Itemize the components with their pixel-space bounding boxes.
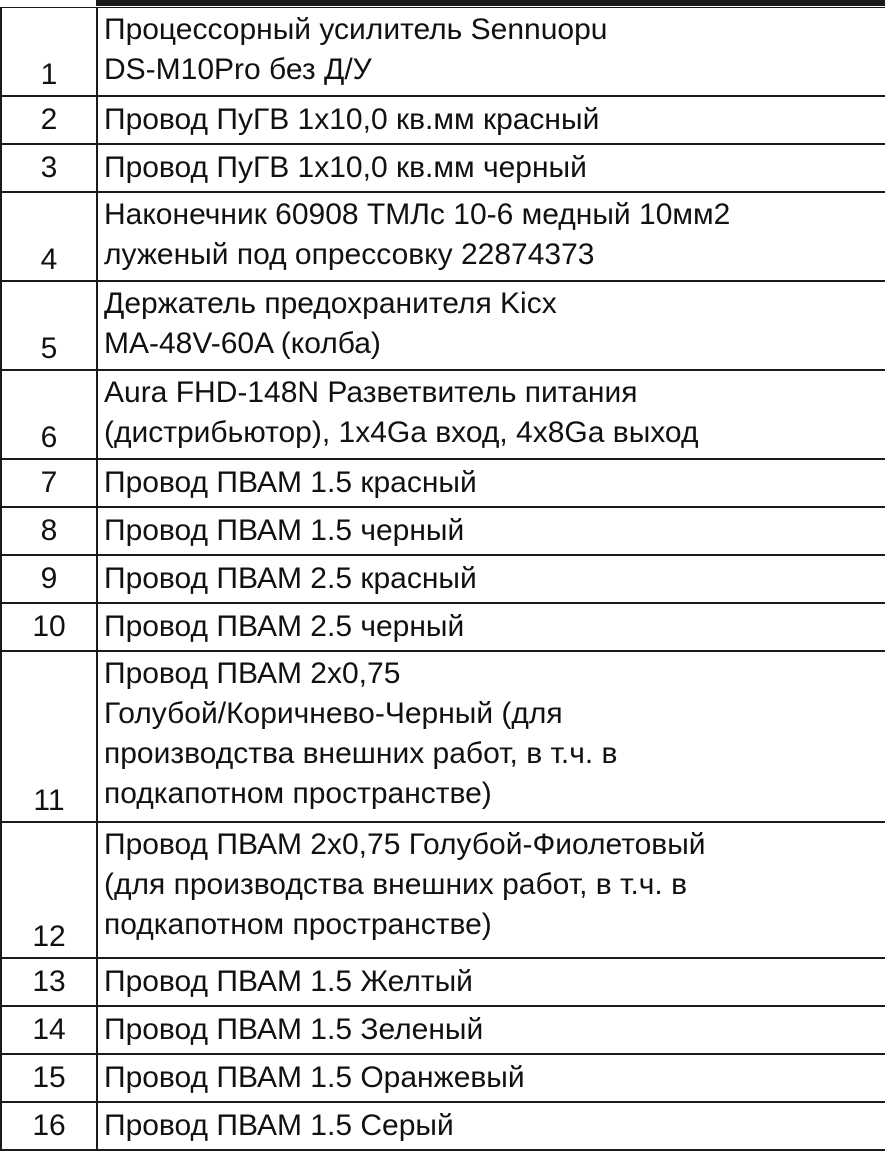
table-row (1, 7, 885, 96)
item-name-cell: Провод ПуГВ 1х10,0 кв.мм черный (97, 144, 885, 192)
table-row (1, 651, 885, 822)
item-name-cell: Наконечник 60908 ТМЛс 10-6 медный 10мм2 луженый под опрессовку 22874373 (97, 192, 885, 281)
row-number-cell: 13 (1, 958, 97, 1006)
item-name-cell: Провод ПуГВ 1х10,0 кв.мм красный (97, 96, 885, 144)
row-number-cell: 12 (1, 822, 97, 958)
item-name-cell: Процессорный усилитель Sennuopu DS-M10Pro без Д/У (97, 7, 885, 96)
row-number-cell: 1 (1, 7, 97, 96)
table-row (1, 192, 885, 281)
row-number-cell: 6 (1, 370, 97, 459)
table-row (1, 1054, 885, 1102)
table-row (1, 555, 885, 603)
table-row (1, 281, 885, 370)
table-row (1, 370, 885, 459)
row-number-cell: 11 (1, 651, 97, 822)
table-row (1, 1102, 885, 1150)
table-row (1, 1006, 885, 1054)
item-name-cell: Провод ПВАМ 1.5 Оранжевый (97, 1054, 885, 1102)
item-name-cell: Провод ПВАМ 2.5 черный (97, 603, 885, 651)
table-row (1, 144, 885, 192)
item-name-cell: Держатель предохранителя Kicx MA-48V-60A (колба) (97, 281, 885, 370)
table-row (1, 603, 885, 651)
item-name-cell: Провод ПВАМ 2х0,75 Голубой-Фиолетовый (для производства внешних работ, в т.ч. в подкапотном пространстве) (97, 822, 885, 958)
top-border-line (96, 0, 885, 6)
item-name-cell: Провод ПВАМ 1.5 Зеленый (97, 1006, 885, 1054)
table-row (1, 96, 885, 144)
table-row (1, 958, 885, 1006)
row-number-cell: 9 (1, 555, 97, 603)
item-name-cell: Провод ПВАМ 2.5 красный (97, 555, 885, 603)
row-number-cell: 10 (1, 603, 97, 651)
row-number-cell: 16 (1, 1102, 97, 1150)
table-row (1, 822, 885, 958)
row-number-cell: 5 (1, 281, 97, 370)
item-name-cell: Aura FHD-148N Разветвитель питания (дистрибьютор), 1x4Ga вход, 4x8Ga выход (97, 370, 885, 459)
row-number-cell: 15 (1, 1054, 97, 1102)
row-number-cell: 7 (1, 459, 97, 507)
row-number-cell: 8 (1, 507, 97, 555)
row-number-cell: 4 (1, 192, 97, 281)
table-row (1, 459, 885, 507)
row-number-cell: 14 (1, 1006, 97, 1054)
item-name-cell: Провод ПВАМ 1.5 Серый (97, 1102, 885, 1150)
item-name-cell: Провод ПВАМ 1.5 красный (97, 459, 885, 507)
row-number-cell: 3 (1, 144, 97, 192)
items-table (0, 6, 885, 1151)
item-name-cell: Провод ПВАМ 2х0,75 Голубой/Коричнево-Черный (для производства внешних работ, в т.ч. в подкапотном пространстве) (97, 651, 885, 822)
table-row (1, 507, 885, 555)
item-name-cell: Провод ПВАМ 1.5 Желтый (97, 958, 885, 1006)
row-number-cell: 2 (1, 96, 97, 144)
item-name-cell: Провод ПВАМ 1.5 черный (97, 507, 885, 555)
